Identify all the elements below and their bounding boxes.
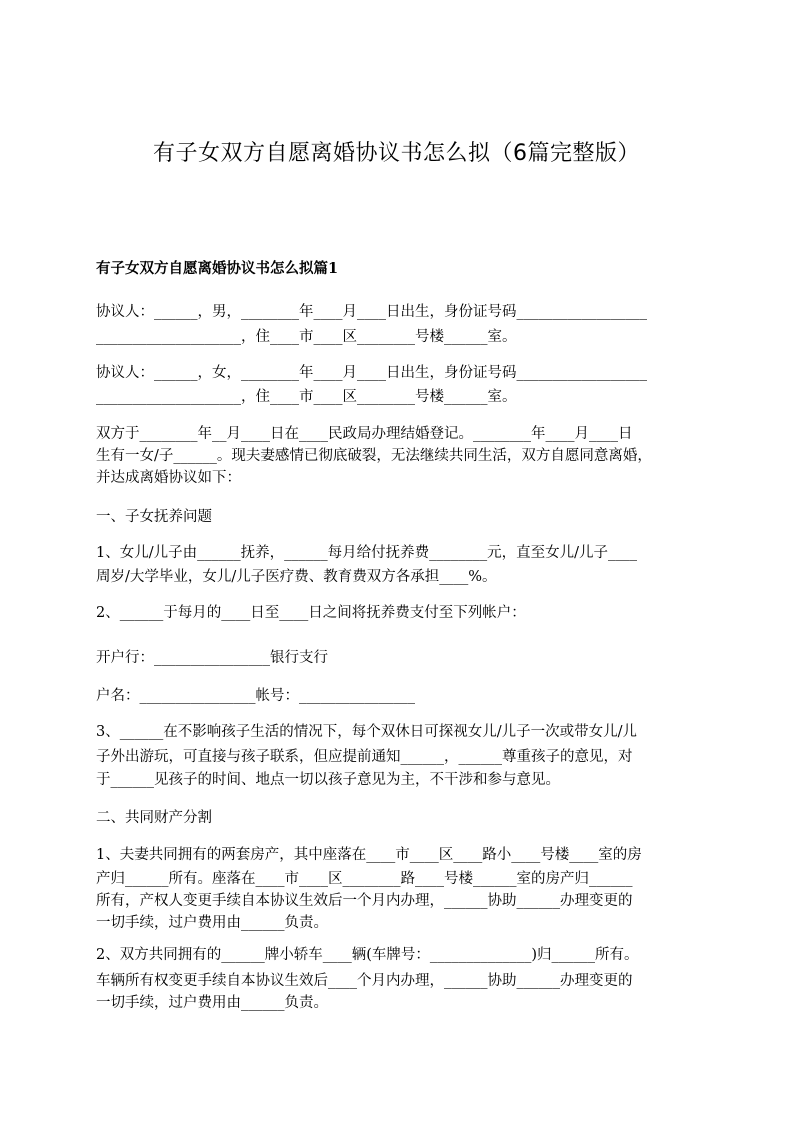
para-line: 3、______在不影响孩子生活的情况下，每个双休日可探视女儿/儿子一次或带女儿/儿 [96,724,637,740]
para-line: 并达成离婚协议如下： [96,470,241,486]
para-line: 双方于________年__月____日在____民政局办理结婚登记。________年____月____日 [96,426,633,442]
para-line: 一切手续，过户费用由______负责。 [96,995,328,1011]
para-line: 开户行：________________银行支行 [96,650,328,666]
para-line: 所有，产权人变更手续自本协议生效后一个月内办理，______协助______办理变更的 [96,893,633,909]
para-line: 1、夫妻共同拥有的两套房产，其中座落在____市____区____路小____号楼____室的房 [96,847,642,863]
para-line: 车辆所有权变更手续自本协议生效后____个月内办理，______协助______办理变更的 [96,973,633,989]
para-line: ____________________，住____市____区________号楼______室。 [96,329,517,345]
para-line: 子外出游玩，可直接与孩子联系，但应提前通知______，______尊重孩子的意见，对 [96,749,633,765]
para-line: 产归______所有。座落在____市____区________路____号楼______室的房产归______ [96,871,633,887]
para-line: ____________________，住____市____区________号楼______室。 [96,389,517,405]
section-heading: 二、共同财产分割 [96,810,212,826]
para-line: 2、双方共同拥有的______牌小轿车____辆(车牌号：______________)归______所有。 [96,947,639,963]
para-line: 生有一女/子______。现夫妻感情已彻底破裂，无法继续共同生活，双方自愿同意离婚， [96,448,652,464]
document-title: 有子女双方自愿离婚协议书怎么拟（6篇完整版） [153,141,640,166]
para-line: 于______见孩子的时间、地点一切以孩子意见为主，不干涉和参与意见。 [96,772,560,788]
section-title: 有子女双方自愿离婚协议书怎么拟篇1 [96,260,339,277]
para-line: 户名：________________帐号：________________ [96,688,415,704]
para-line: 2、______于每月的____日至____日之间将抚养费支付至下列帐户： [96,605,526,621]
section-heading: 一、子女抚养问题 [96,509,212,525]
para-line: 协议人：______，女，________年____月____日出生，身份证号码__________________ [96,365,647,381]
para-line: 一切手续，过户费用由______负责。 [96,915,328,931]
para-line: 周岁/大学毕业，女儿/儿子医疗费、教育费双方各承担____%。 [96,569,497,585]
para-line: 协议人：______，男，________年____月____日出生，身份证号码__________________ [96,304,647,320]
para-line: 1、女儿/儿子由______抚养，______每月给付抚养费________元，直至女儿/儿子____ [96,545,637,561]
